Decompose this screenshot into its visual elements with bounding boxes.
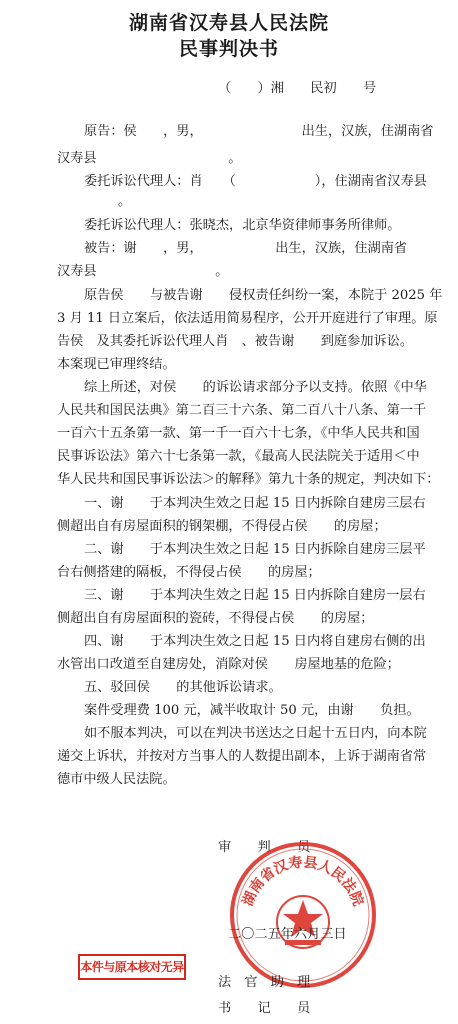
para2-line-5: 华人民共和国民事诉讼法＞的解释》第九十条的规定，判决如下： (57, 472, 440, 487)
defendant-line-2: 汉寿县 。 (57, 264, 229, 279)
judgment-4-line-1: 四、谢 于本判决生效之日起 15 日内将自建房右侧的出 (84, 634, 426, 649)
defendant-line-1: 被告：谢 ，男， 出生，汉族，住湖南省 (84, 241, 408, 256)
judgment-3-line-1: 三、谢 于本判决生效之日起 15 日内拆除自建房一层右 (84, 588, 426, 603)
judgment-1-line-1: 一、谢 于本判决生效之日起 15 日内拆除自建房三层右 (84, 496, 426, 511)
agent2-line: 委托诉讼代理人：张晓杰，北京华资律师事务所律师。 (84, 218, 401, 233)
court-seal (228, 840, 378, 990)
agent1-line-2: 。 (118, 194, 132, 209)
para1-line-4: 本案现已审理终结。 (57, 357, 176, 372)
seal-text: 湖南省汉寿县人民法院 (240, 854, 366, 909)
document-type: 民事判决书 (178, 38, 279, 60)
para1-line-3: 告侯 及其委托诉讼代理人肖 、被告谢 到庭参加诉讼。 (57, 334, 414, 349)
plaintiff-line-1: 原告：侯 ，男， 出生，汉族，住湖南省 (84, 124, 434, 139)
judgment-1-line-2: 侧超出自有房屋面积的钢架棚，不得侵占侯 的房屋； (57, 519, 387, 534)
judgment-5: 五、驳回侯 的其他诉讼请求。 (84, 680, 282, 695)
judgment-2-line-1: 二、谢 于本判决生效之日起 15 日内拆除自建房三层平 (84, 542, 426, 557)
judgment-3-line-2: 侧超出自有房屋面积的瓷砖，不得侵占侯 的房屋； (57, 611, 374, 626)
assistant-label: 法 官 助 理 (218, 975, 311, 990)
judgment-4-line-2: 水管出口改道至自建房处，消除对侯 房屋地基的危险； (57, 657, 400, 672)
copy-verified-stamp: 本件与原本核对无异 (78, 954, 186, 980)
fee-line: 案件受理费 100 元，减半收取计 50 元，由谢 负担。 (84, 703, 420, 718)
para1-line-1: 原告侯 与被告谢 侵权责任纠纷一案，本院于 2025 年 (84, 288, 443, 303)
clerk-label: 书 记 员 (218, 1001, 311, 1016)
date-line: 二〇二五年六月三日 (228, 927, 347, 942)
appeal-line-2: 递交上诉状，并按对方当事人的人数提出副本，上诉于湖南省常 (57, 749, 427, 764)
agent1-line-1: 委托诉讼代理人：肖 （ ），住湖南省汉寿县 (84, 174, 427, 189)
plaintiff-line-2: 汉寿县 。 (57, 151, 242, 166)
para2-line-1: 综上所述，对侯 的诉讼请求部分予以支持。依照《中华 (84, 380, 427, 395)
para2-line-4: 民事诉讼法》第六十七条第一款，《最高人民法院关于适用＜中 (57, 449, 420, 464)
para1-line-2: 3 月 11 日立案后，依法适用简易程序，公开开庭进行了审理。原 (57, 311, 438, 326)
judgment-2-line-2: 台右侧搭建的隔板，不得侵占侯 的房屋； (57, 565, 321, 580)
case-number: （ ）湘 民初 号 (218, 81, 377, 96)
appeal-line-3: 德市中级人民法院。 (57, 772, 176, 787)
court-name: 湖南省汉寿县人民法院 (128, 12, 329, 34)
judge-label: 审 判 员 (218, 840, 311, 855)
appeal-line-1: 如不服本判决，可以在判决书送达之日起十五日内，向本院 (84, 726, 427, 741)
para2-line-2: 人民共和国民法典》第二百三十六条、第二百八十八条、第一千 (57, 403, 427, 418)
para2-line-3: 一百六十五条第一款、第一千一百六十七条，《中华人民共和国 (57, 426, 420, 441)
